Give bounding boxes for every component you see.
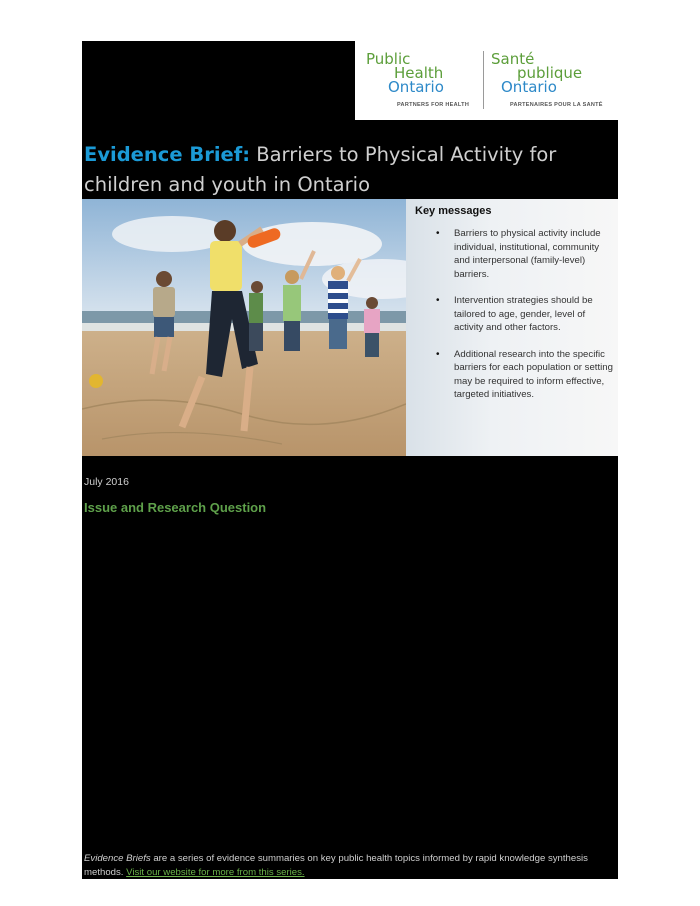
- key-message-text: Barriers to physical activity include individual, institutional, community and interpersonal (family-level) barriers.: [454, 228, 601, 280]
- logo-fr-line3: Ontario: [501, 78, 557, 96]
- key-messages-list: [426, 227, 614, 415]
- key-message-text: Additional research into the specific barriers for each population or setting may be required to inform effective, targeted initiatives.: [454, 348, 613, 400]
- key-message-text: Intervention strategies should be tailored to age, gender, level of activity and other factors.: [454, 295, 593, 333]
- page-title: [84, 140, 614, 200]
- key-message-item: [426, 227, 614, 281]
- logo-en-line1: Public: [366, 50, 411, 68]
- publication-date: July 2016: [84, 476, 129, 488]
- key-messages-panel: [406, 199, 618, 456]
- key-messages-heading: Key messages: [415, 205, 492, 217]
- bullet-icon: •: [436, 228, 440, 239]
- logo-fr-tagline: PARTENAIRES POUR LA SANTÉ: [510, 102, 603, 108]
- visit-website-link[interactable]: Visit our website for more from this series.: [126, 867, 305, 878]
- beach-children-photo: [82, 199, 406, 456]
- logo-fr-line2: publique: [517, 64, 583, 82]
- footer-text: are a series of evidence summaries on key public health topics informed by rapid knowledge synthesis methods.: [84, 853, 588, 878]
- key-message-item: [426, 348, 614, 402]
- bullet-icon: •: [436, 295, 440, 306]
- logo-en-line2: Health: [394, 64, 444, 82]
- title-rest: Barriers to Physical Activity for children and youth in Ontario: [84, 143, 557, 196]
- logo-en-tagline: PARTNERS FOR HEALTH: [397, 102, 470, 108]
- section-heading-issue: Issue and Research Question: [84, 500, 267, 515]
- footer-note: [84, 852, 614, 880]
- beach-scene-image: [82, 199, 406, 456]
- bullet-icon: •: [436, 348, 440, 360]
- key-message-item: [426, 294, 614, 335]
- title-lead: Evidence Brief:: [84, 143, 251, 166]
- logo-divider: [483, 51, 484, 109]
- public-health-ontario-logo: [355, 41, 618, 120]
- footer-italic: Evidence Briefs: [84, 853, 151, 864]
- logo-en-line3: Ontario: [388, 78, 444, 96]
- logo-fr-line1: Santé: [491, 50, 535, 68]
